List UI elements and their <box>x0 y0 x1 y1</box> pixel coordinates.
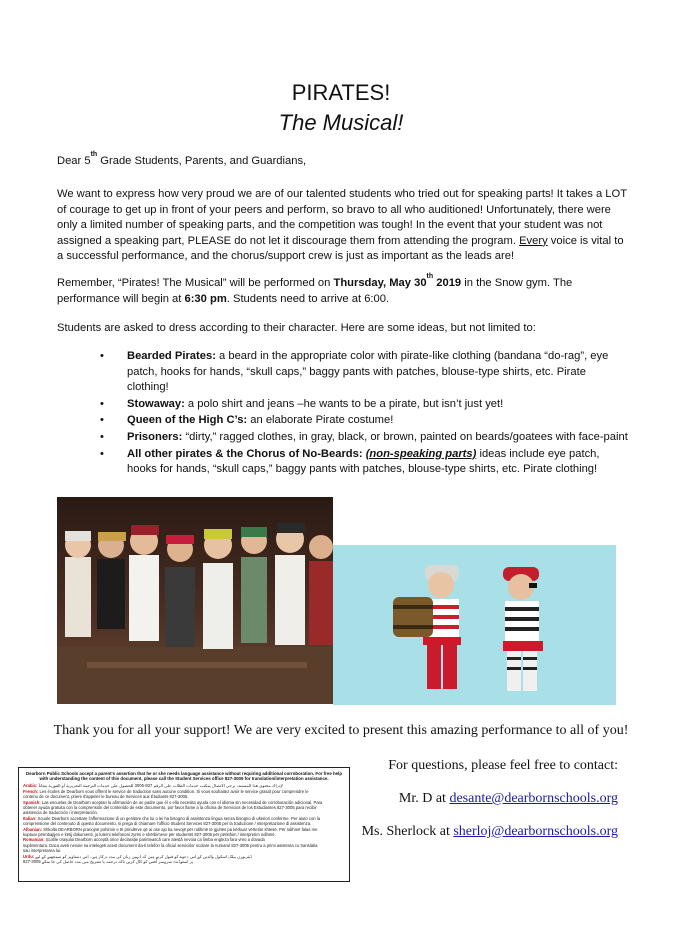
contact-prefix: Ms. Sherlock at <box>361 824 454 839</box>
language-assistance-notice <box>18 767 350 882</box>
paragraph-pride <box>57 187 627 265</box>
notice-lang: Albanian: <box>23 826 43 832</box>
costume-note: (non-speaking parts) <box>365 447 477 460</box>
notice-text: لإدراك محتوى هذا المستند، يرجى الاتصال بمكتب خدمات الطلاب على الرقم 827-3005 للحصول على خدمات الترجمة التحريرية أو الفورية مجاناً <box>38 783 283 789</box>
notice-lang: French: <box>23 788 39 794</box>
notice-lang: Italian: <box>23 815 37 821</box>
contact-ms-sherlock <box>362 823 618 841</box>
pirate-costume-children-photo <box>333 545 616 705</box>
notice-text: sau interpretarea lui. <box>23 848 62 854</box>
notice-text: suplimentara. Daca aveti nevoie sa intelegeti acest document da-ti telefon la oficiul serviciilor scolare la numarul 827-3005 pentru a primi asistenta cu translatia <box>23 842 318 848</box>
list-item <box>100 430 630 446</box>
salutation-post: Grade Students, Parents, and Guardians, <box>97 155 307 167</box>
paragraph1-every: Every <box>519 234 548 247</box>
performance-time: 6:30 pm <box>184 292 227 305</box>
notice-text: asistencia de traducción / interpretación. <box>23 810 98 816</box>
salutation <box>57 151 627 170</box>
stage-performance-illustration <box>57 497 333 704</box>
notice-text: ڈیئربورن پبلک اسکول والدین کے اس دعوے کو قبول کرتے ہیں کہ انہیں زبان کی مدد درکار ہے۔ اس دستاویز کو سمجھنے کے لیے <box>35 853 253 859</box>
list-item <box>100 397 630 413</box>
costume-role: Queen of the High C’s: <box>127 414 248 427</box>
title-line2: The Musical! <box>278 110 404 135</box>
notice-text: Shkolla DEARBORN pranojnë pohimin e të prindërve që ai ose ajo ka nevojë për ndihmë të gjuhës pa kërkuar vërtetim shtesë. Për ndihmë falas me <box>43 826 318 832</box>
costume-role: Bearded Pirates: <box>127 350 216 362</box>
paragraph1-text-a: We want to express how very proud we are of our talented students who tried out for speaking parts! It takes a LOT of courage to get up in front of your peers and perform, so bravo to all who auditioned! Unfortunately, there were only a limited number of speaking parts, and the competition was tough! In the event that your student was not assigned a speaking part, PLEASE do not let it discourage them from attending the program. <box>57 188 627 247</box>
paragraph1-text-b: voice is vital to a successful performance, and the chorus/support crew is just as important as the leads are! <box>57 234 624 263</box>
list-item <box>100 349 630 396</box>
notice-text: contenu de ce document, priere d'appeler le bureau de Services aux Étudiants 827-3005. <box>23 794 189 800</box>
pirate-children-illustration <box>333 545 616 705</box>
notice-lang: Romanian: <box>23 837 45 843</box>
performance-year: 2019 <box>433 277 462 289</box>
email-link-desante[interactable]: desante@dearbornschools.org <box>449 791 618 806</box>
notice-header: Dearborn Public Schools accept a parent's assertion that he or she needs language assistance without requiring additional corroboration. For free help with understanding the content of this document, please call the Student Services office 827-3005 for translation/interpretation assistance. <box>25 771 343 782</box>
notice-lang: Urdu: <box>23 853 35 859</box>
notice-text: comprensione del contenuto di questo documento, si prega di chiamare l'ufficio Student Services 827-3005 per la traduzione / interpretazione di assistenza. <box>23 821 312 827</box>
salutation-pre: Dear 5 <box>57 155 91 167</box>
costume-desc: “dirty,” ragged clothes, in gray, black, or brown, painted on beards/goatees with face-paint <box>182 430 628 443</box>
notice-text: Școlile orașului Dearborn acceptă orice declarație parintească care atestă nevoia ca limba engleza fara vreo a dovada <box>45 837 265 843</box>
costume-role: Stowaway: <box>127 397 185 410</box>
costume-role: Prisoners: <box>127 430 183 443</box>
contact-mr-d <box>399 790 618 808</box>
notice-lang: Spanish: <box>23 799 41 805</box>
notice-text: obtener ayuda gratuita con la comprensión del contenido de este documento, por favor llame a la oficina de Servicios de los Estudiantes 827-3005 para recibir <box>23 805 317 811</box>
notice-text: Scuole Dearborn accettare l'affermazione di un genitore che lui o lei ha bisogno di assistenza lingua senza bisogno di ulteriori conferme. Per aiuto con la <box>37 815 321 821</box>
paragraph-dress: Students are asked to dress according to their character. Here are some ideas, but not limited to: <box>57 322 536 334</box>
costume-list <box>100 349 630 479</box>
notice-lang: Arabic: <box>23 783 38 789</box>
notice-lines <box>19 783 349 864</box>
schedule-text-1: Remember, “Pirates! The Musical” will be performed on <box>57 277 334 289</box>
notice-text: 827-3005 پر اسٹوڈنٹ سروسز آفس کو کال کریں تاکہ ترجمہ یا تشریح میں مدد حاصل کی جا سکے <box>23 859 194 865</box>
schedule-text-2: in the Snow gym. The performance will begin at <box>57 277 573 305</box>
notice-text: Les écoles de Dearborn vous offrent le service de traduction sans aucune condition. Si vous souhaitez avoir le service gratuit pour comprendre le <box>39 788 309 794</box>
notice-line <box>23 859 345 864</box>
thanks-message: Thank you for all your support! We are very excited to present this amazing performance to all of you! <box>53 723 629 738</box>
list-item <box>100 413 630 429</box>
costume-desc: an elaborate Pirate costume! <box>247 414 394 427</box>
costume-desc: ideas include eye patch, hooks for hands, “skull caps,” baggy pants with patches, blouse-type shirts, etc. Pirate clothing! <box>127 447 600 476</box>
salutation-sup: th <box>90 151 98 159</box>
costume-desc: a beard in the appropriate color with pirate-like clothing (bandana “do-rag”, eye patch, hooks for hands, “skull caps,” baggy pants with patches, blouse-type shirts, etc. Pirate clothing! <box>127 350 609 394</box>
notice-text: Las escuelas de Dearborn aceptan la afirmación de un padre que él o ella necesita ayuda con el idioma sin necesidad de corroboración adicional. Para <box>41 799 323 805</box>
email-link-sherloj[interactable]: sherloj@dearbornschools.org <box>453 824 618 839</box>
costume-desc: a polo shirt and jeans –he wants to be a pirate, but isn’t just yet! <box>184 397 504 410</box>
contact-prefix: Mr. D at <box>398 791 450 806</box>
performance-date: Thursday, May 30 <box>333 277 427 289</box>
list-item <box>100 447 630 478</box>
notice-line <box>23 843 345 848</box>
paragraph-schedule <box>57 273 627 307</box>
stage-performance-photo <box>57 497 333 704</box>
costume-role: All other pirates & the Chorus of No-Beards: <box>127 447 363 460</box>
title-line1: PIRATES! <box>291 80 391 105</box>
contact-intro: For questions, please feel free to contact: <box>388 758 618 773</box>
schedule-text-3: . Students need to arrive at 6:00. <box>226 292 390 305</box>
performance-date-sup: th <box>426 273 434 281</box>
notice-text: kuptuar përmbajtjen e këtij dokumenti, ju lutemi telefononi zyrën e shërbimeve për studentët 827-3005 për përkthim / interpretim ndihmë. <box>23 832 276 838</box>
